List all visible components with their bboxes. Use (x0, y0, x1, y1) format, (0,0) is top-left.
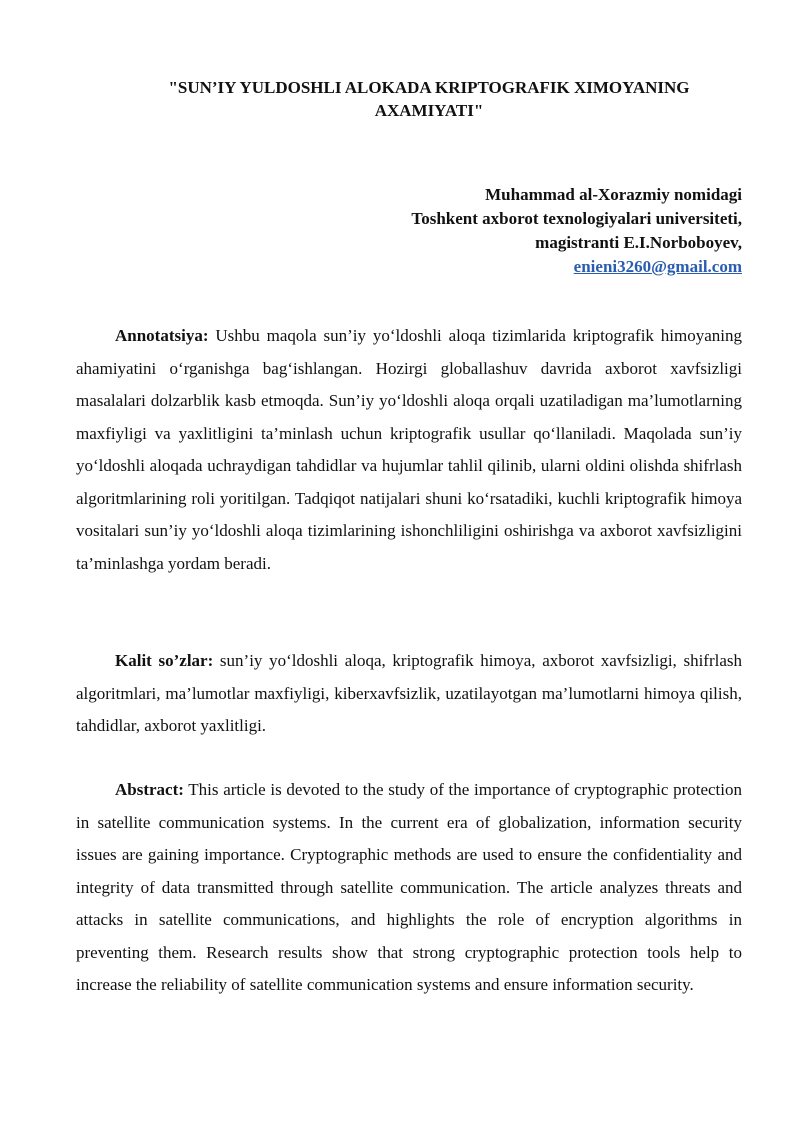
keywords-paragraph (76, 645, 742, 743)
author-affiliation-1: Muhammad al-Xorazmiy nomidagi (485, 185, 742, 204)
abstract-paragraph (76, 774, 742, 1002)
title-line-2: AXAMIYATI" (374, 101, 484, 120)
paper-title (96, 76, 762, 122)
paper-page (76, 0, 742, 1131)
author-affiliation-2: Toshkent axborot texnologiyalari universiteti, (411, 209, 742, 228)
author-email-link[interactable]: enieni3260@gmail.com (573, 257, 742, 276)
abstract-text: This article is devoted to the study of the importance of cryptographic protection in satellite communication systems. In the current era of globalization, information security issues are gaining importance. Cryptographic methods are used to ensure the confidentiality and integrity of data transmitted through satellite communication. The article analyzes threats and attacks in satellite communications, and highlights the role of encryption algorithms in preventing them. Research results show that strong cryptographic protection tools help to increase the reliability of satellite communication systems and ensure information security. (76, 780, 742, 994)
title-line-1: "SUN’IY YULDOSHLI ALOKADA KRIPTOGRAFIK XIMOYANING (168, 78, 690, 97)
annotation-text: Ushbu maqola sun’iy yo‘ldoshli aloqa tizimlarida kriptografik himoyaning ahamiyatini o‘rganishga bag‘ishlangan. Hozirgi globallashuv davrida axborot xavfsizligi masalalari dolzarblik kasb etmoqda. Sun’iy yo‘ldoshli aloqa orqali uzatiladigan ma’lumotlarning maxfiyligi va yaxlitligini ta’minlash uchun kriptografik usullar qo‘llaniladi. Maqolada sun’iy yo‘ldoshli aloqada uchraydigan tahdidlar va hujumlar tahlil qilinib, ularni oldini olishda shifrlash algoritmlarining roli yoritilgan. Tadqiqot natijalari shuni ko‘rsatadiki, kuchli kriptografik himoya vositalari sun’iy yo‘ldoshli aloqa tizimlarining ishonchliligini oshirishga va axborot xavfsizligini ta’minlashga yordam beradi. (76, 326, 742, 573)
annotation-label: Annotatsiya: (115, 326, 209, 345)
annotation-paragraph (76, 320, 742, 580)
author-name: magistranti E.I.Norboboyev, (535, 233, 742, 252)
author-block (76, 183, 742, 279)
keywords-label: Kalit so’zlar: (115, 651, 214, 670)
keywords-text: sun’iy yo‘ldoshli aloqa, kriptografik himoya, axborot xavfsizligi, shifrlash algoritmlari, ma’lumotlar maxfiyligi, kiberxavfsizlik, uzatilayotgan ma’lumotlarni himoya qilish, tahdidlar, axborot yaxlitligi. (76, 651, 742, 735)
abstract-label: Abstract: (115, 780, 184, 799)
